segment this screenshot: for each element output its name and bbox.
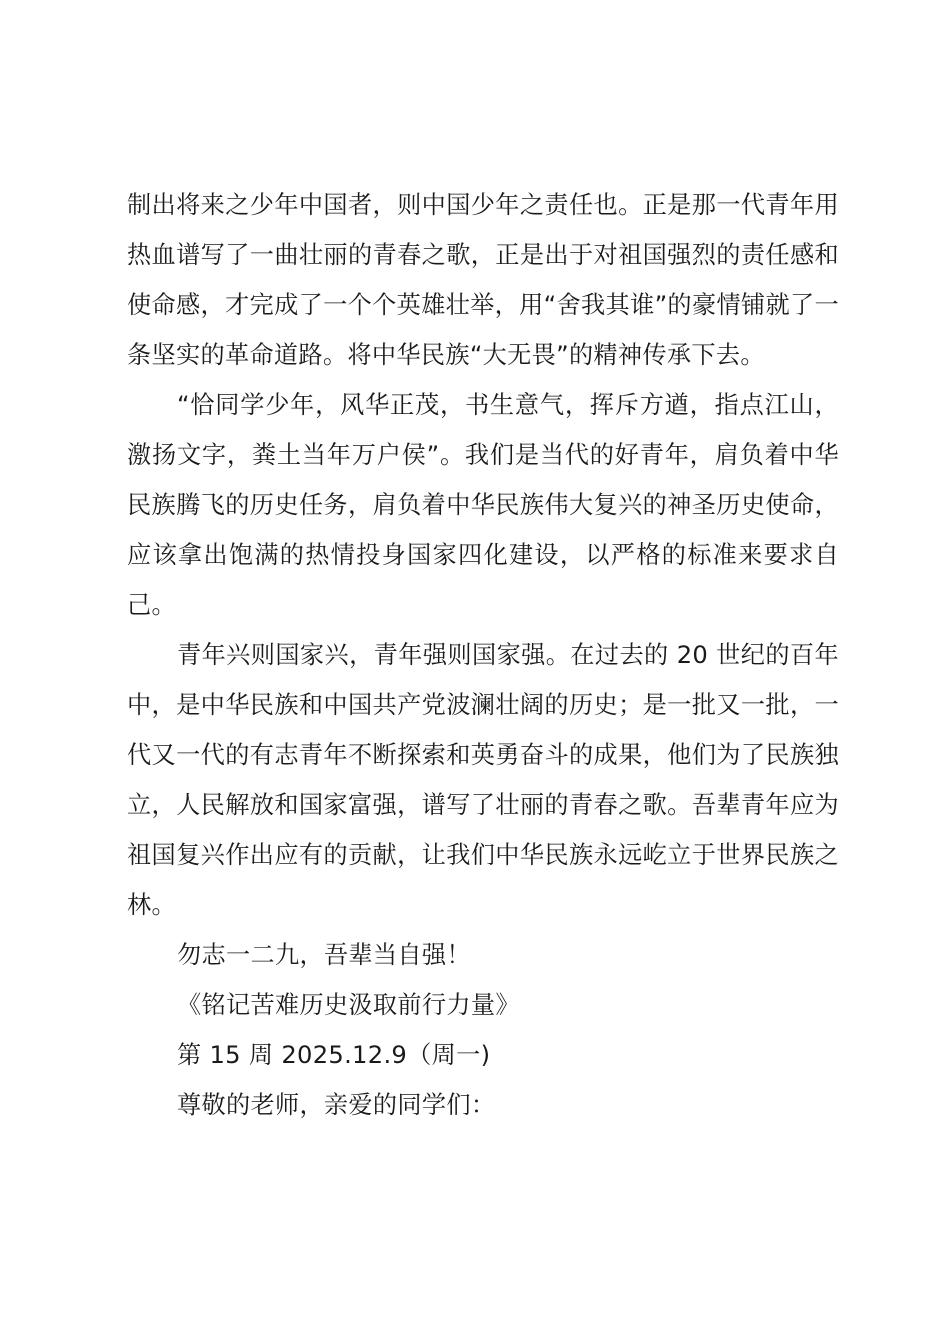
slogan-line: 勿志一二九，吾辈当自强！ — [177, 941, 471, 969]
speech-salutation: 尊敬的老师，亲爱的同学们： — [177, 1091, 496, 1119]
document-body — [127, 180, 839, 1130]
paragraph-3: 青年兴则国家兴，青年强则国家强。在过去的 20 世纪的百年中，是中华民族和中国共产党波澜壮阔的历史；是一批又一批，一代又一代的有志青年不断探索和英勇奋斗的成果，他们为了民族独立，人民解放和国家富强，谱写了壮丽的青春之歌。吾辈青年应为祖国复兴作出应有的贡献，让我们中华民族永远屹立于世界民族之林。 — [127, 641, 839, 919]
speech-title: 《铭记苦难历史汲取前行力量》 — [177, 991, 520, 1019]
paragraph-1: 制出将来之少年中国者，则中国少年之责任也。正是那一代青年用热血谱写了一曲壮丽的青春之歌，正是出于对祖国强烈的责任感和使命感，才完成了一个个英雄壮举，用“舍我其谁”的豪情铺就了一条坚实的革命道路。将中华民族“大无畏”的精神传承下去。 — [127, 191, 839, 369]
speech-date: 第 15 周 2025.12.9（周一) — [177, 1041, 491, 1069]
paragraph-2: “恰同学少年，风华正茂，书生意气，挥斥方遒，指点江山，激扬文字，粪土当年万户侯”。我们是当代的好青年，肩负着中华民族腾飞的历史任务，肩负着中华民族伟大复兴的神圣历史使命，应该拿出饱满的热情投身国家四化建设，以严格的标准来要求自己。 — [127, 391, 839, 619]
